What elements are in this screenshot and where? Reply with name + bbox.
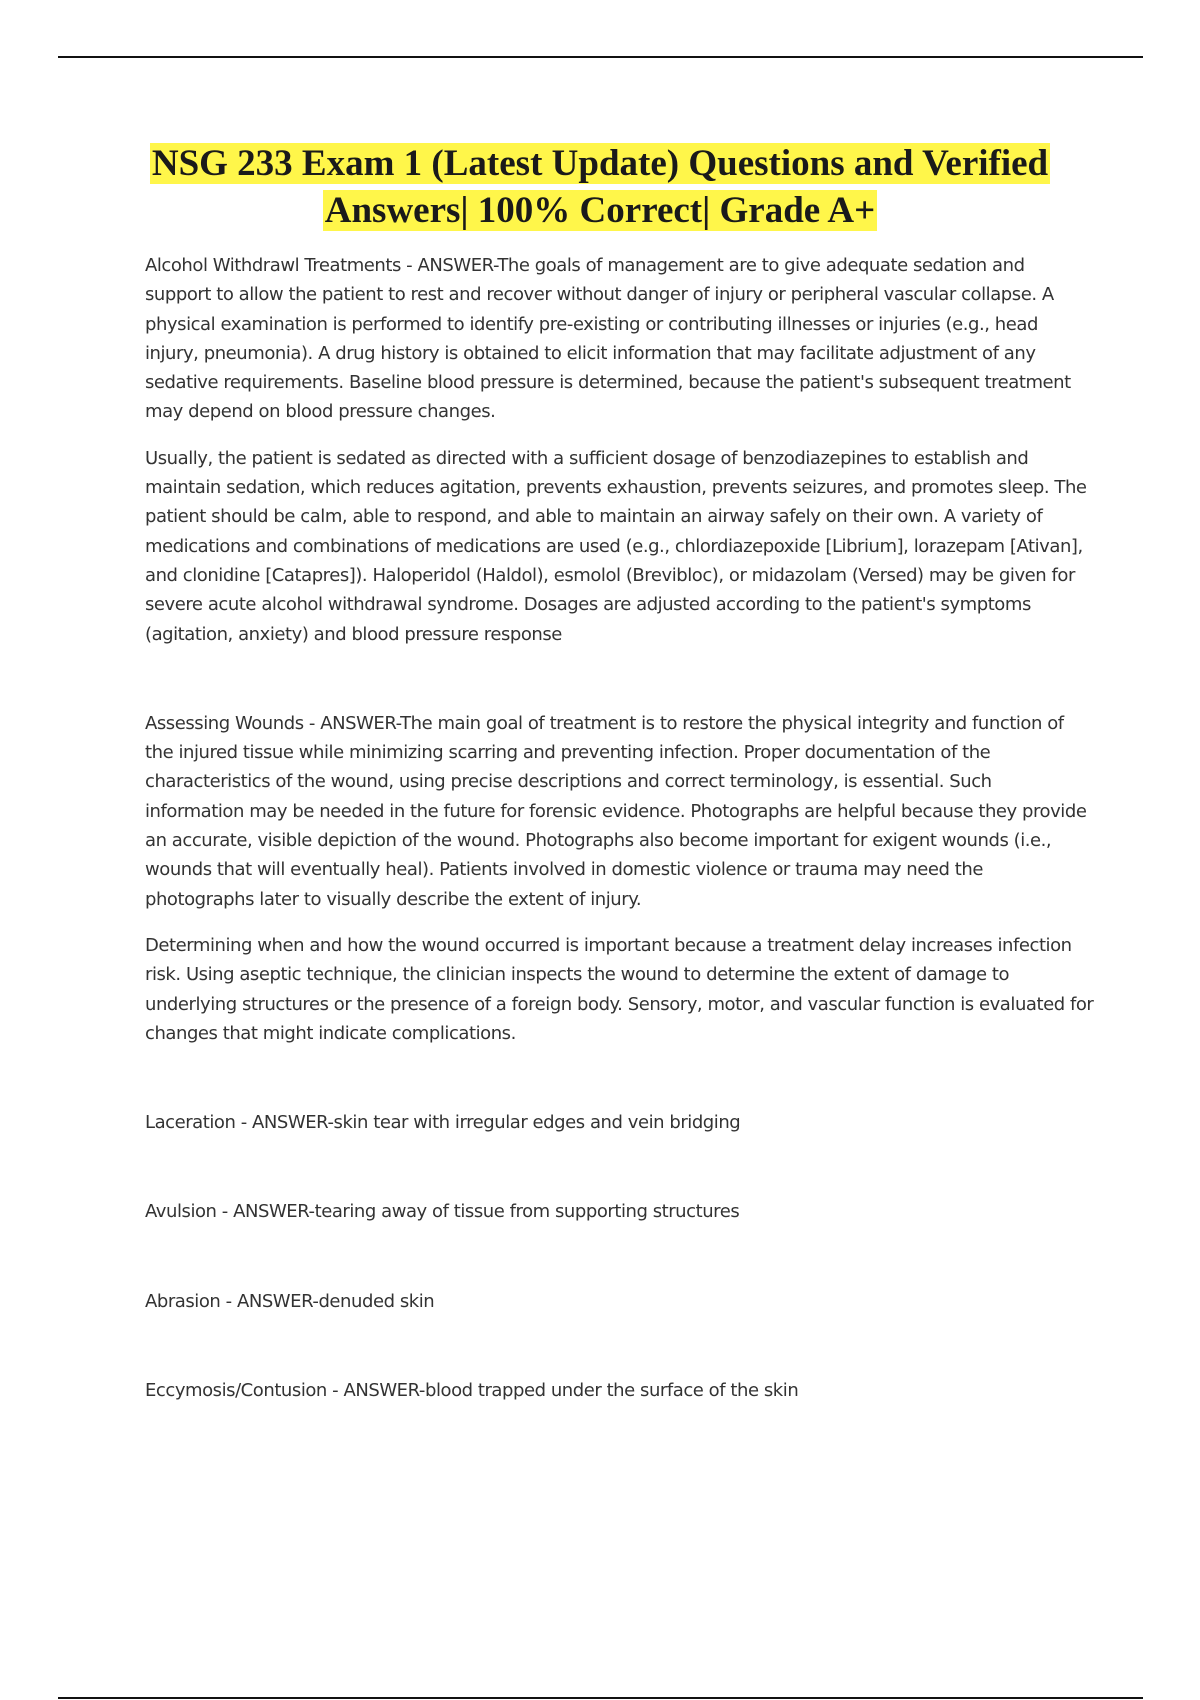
top-divider: [58, 56, 1143, 58]
definition-abrasion: Abrasion - ANSWER-denuded skin: [145, 1290, 435, 1312]
paragraph-sedation: Usually, the patient is sedated as directed with a sufficient dosage of benzodiazepines to establish and maintain sedation, which reduces agitation, prevents exhaustion, prevents seizures, and promotes sleep. The patient should be calm, able to respond, and able to maintain an airway safely on their own. A variety of medications and combinations of medications are used (e.g., chlordiazepoxide [Librium], lorazepam [Ativan], and clonidine [Catapres]). Haloperidol (Haldol), esmolol (Brevibloc), or midazolam (Versed) may be given for severe acute alcohol withdrawal syndrome. Dosages are adjusted according to the patient's symptoms (agitation, anxiety) and blood pressure response: [145, 447, 1087, 645]
definition-laceration: Laceration - ANSWER-skin tear with irregular edges and vein bridging: [145, 1112, 741, 1134]
definition-eccymosis-contusion: Eccymosis/Contusion - ANSWER-blood trapped under the surface of the skin: [145, 1380, 799, 1402]
definition-avulsion: Avulsion - ANSWER-tearing away of tissue from supporting structures: [145, 1201, 740, 1223]
bottom-divider: [58, 1697, 1143, 1699]
paragraph-alcohol-withdrawal-treatments: Alcohol Withdrawl Treatments - ANSWER-The goals of management are to give adequate sedation and support to allow the patient to rest and recover without danger of injury or peripheral vascular collapse. A physical examination is performed to identify pre-existing or contributing illnesses or injuries (e.g., head injury, pneumonia). A drug history is obtained to elicit information that may facilitate adjustment of any sedative requirements. Baseline blood pressure is determined, because the patient's subsequent treatment may depend on blood pressure changes.: [145, 255, 1071, 423]
title-line-1: NSG 233 Exam 1 (Latest Update) Questions and Verified: [151, 143, 1049, 184]
paragraph-wound-occurrence: Determining when and how the wound occurred is important because a treatment delay increases infection risk. Using aseptic technique, the clinician inspects the wound to determine the extent of damage to underlying structures or the presence of a foreign body. Sensory, motor, and vascular function is evaluated for changes that might indicate complications.: [145, 934, 1094, 1044]
title-line-2: Answers| 100% Correct| Grade A+: [324, 190, 876, 231]
paragraph-assessing-wounds: Assessing Wounds - ANSWER-The main goal of treatment is to restore the physical integrity and function of the injured tissue while minimizing scarring and preventing infection. Proper documentation of the characteristics of the wound, using precise descriptions and correct terminology, is essential. Such information may be needed in the future for forensic evidence. Photographs are helpful because they provide an accurate, visible depiction of the wound. Photographs also become important for exigent wounds (i.e., wounds that will eventually heal). Patients involved in domestic violence or trauma may need the photographs later to visually describe the extent of injury.: [145, 712, 1087, 910]
document-title: [60, 140, 1140, 234]
document-body: [145, 251, 1095, 1405]
